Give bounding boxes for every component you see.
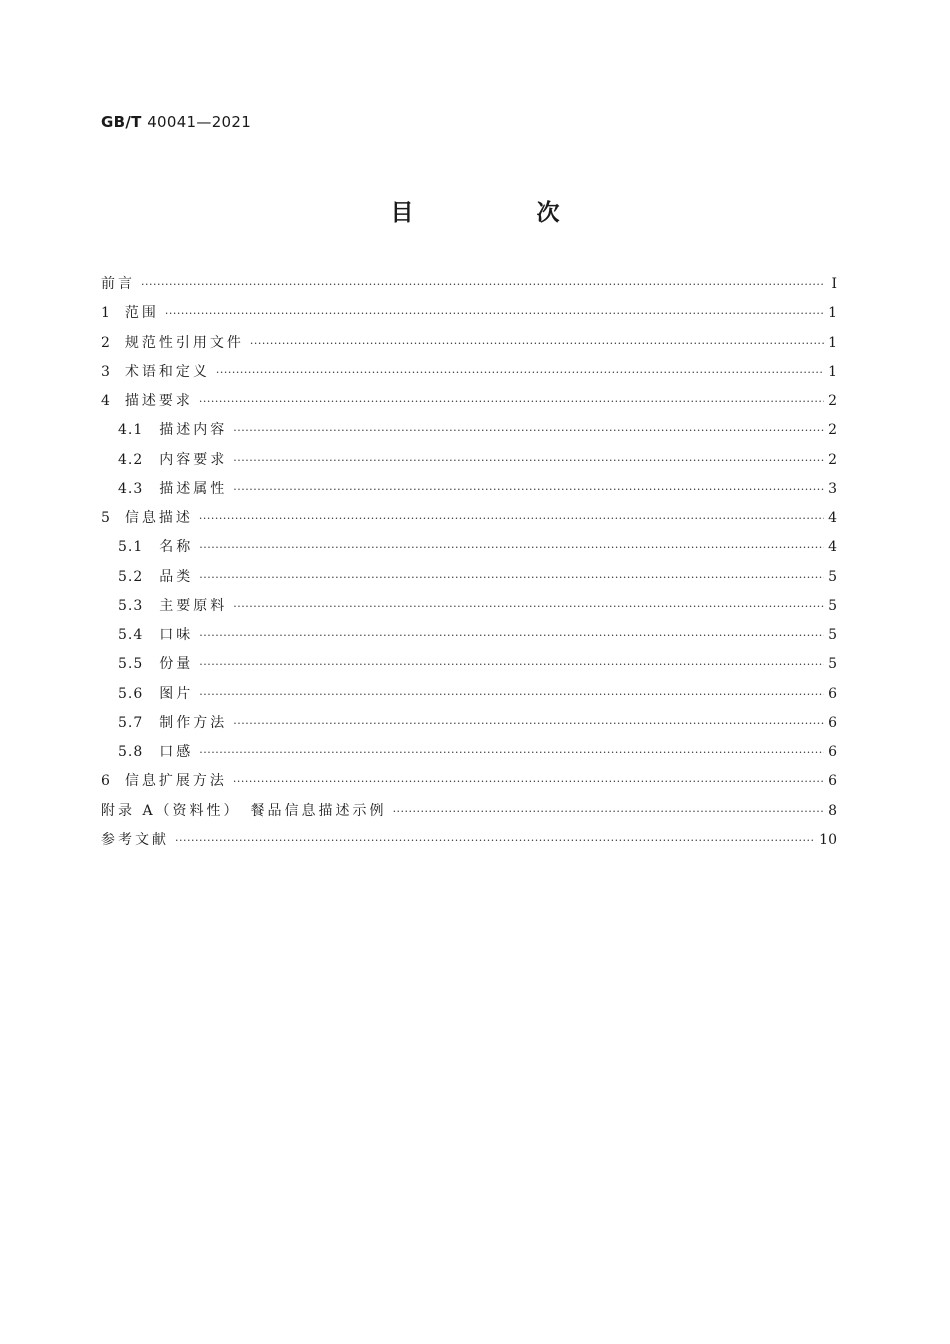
- toc-entry-label: 口感: [159, 744, 194, 760]
- dot-leader: [393, 797, 825, 826]
- dot-leader: [199, 387, 824, 416]
- toc-entry-page: 8: [828, 802, 837, 819]
- toc-entry-label: 术语和定义: [124, 363, 210, 380]
- dot-leader: [199, 738, 824, 767]
- toc-entry-number: 5.8: [118, 744, 144, 760]
- toc-entry-page: 4: [828, 539, 837, 556]
- toc-entry-page: 5: [828, 597, 837, 614]
- toc-entry-page: 2: [828, 422, 837, 439]
- toc-entry-page: 6: [828, 744, 837, 760]
- dot-leader: [141, 270, 825, 299]
- toc-entry-page: 2: [828, 451, 837, 468]
- toc-entry[interactable]: [101, 738, 837, 767]
- toc-entry-number: 4.1: [118, 422, 144, 439]
- toc-entry-page: 5: [828, 568, 837, 585]
- toc-entry-page: Ⅰ: [831, 276, 837, 292]
- page-title: 目 次: [390, 200, 610, 226]
- dot-leader: [199, 680, 824, 709]
- toc-entry-number: 6: [101, 773, 111, 790]
- toc-entry-label: 口味: [159, 627, 194, 643]
- toc-entry-label: 份量: [159, 656, 194, 673]
- toc-entry-page: 6: [828, 685, 837, 702]
- toc-entry-number: 5.1: [118, 539, 144, 556]
- toc-entry[interactable]: [101, 621, 837, 650]
- dot-leader: [199, 533, 824, 562]
- toc-entry-page: 3: [828, 480, 837, 497]
- toc-entry-number: 2: [101, 334, 111, 351]
- toc-entry-number: 5.3: [118, 597, 144, 614]
- toc-entry-label: 信息扩展方法: [124, 773, 227, 790]
- toc-entry-label: 描述要求: [124, 393, 193, 409]
- toc-entry[interactable]: [101, 416, 837, 445]
- toc-entry[interactable]: [101, 504, 837, 533]
- toc-entry-number: 5.7: [118, 714, 144, 731]
- toc-entry[interactable]: [101, 709, 837, 738]
- table-of-contents: [101, 270, 837, 855]
- toc-entry-label: 参考文献: [101, 831, 169, 848]
- toc-entry[interactable]: [101, 826, 837, 855]
- toc-entry-number: 5.4: [118, 627, 144, 643]
- toc-entry[interactable]: [101, 767, 837, 796]
- toc-entry-page: 1: [828, 305, 837, 322]
- toc-entry-page: 6: [828, 714, 837, 731]
- toc-entry[interactable]: [101, 329, 837, 358]
- toc-entry-label: 名称: [159, 539, 194, 556]
- dot-leader: [250, 329, 824, 358]
- toc-entry-label: 规范性引用文件: [124, 334, 244, 351]
- toc-entry-number: 5.5: [118, 656, 144, 673]
- toc-entry[interactable]: [101, 446, 837, 475]
- toc-entry-label: 描述属性: [159, 480, 228, 497]
- toc-entry-label: 制作方法: [159, 714, 228, 731]
- toc-entry[interactable]: [101, 270, 837, 299]
- toc-entry-label: 主要原料: [159, 597, 228, 614]
- dot-leader: [199, 621, 824, 650]
- toc-entry[interactable]: [101, 797, 837, 826]
- toc-entry[interactable]: [101, 475, 837, 504]
- standard-number: [101, 113, 251, 131]
- toc-entry-number: 4.3: [118, 480, 144, 497]
- toc-entry-number: 1: [101, 305, 111, 322]
- toc-entry[interactable]: [101, 592, 837, 621]
- toc-entry-number: 5.6: [118, 685, 144, 702]
- toc-entry[interactable]: [101, 387, 837, 416]
- standard-prefix: GB/T: [101, 113, 142, 131]
- toc-entry-number: 5.2: [118, 568, 144, 585]
- dot-leader: [233, 475, 824, 504]
- dot-leader: [233, 709, 824, 738]
- dot-leader: [233, 592, 824, 621]
- toc-entry-page: 2: [828, 393, 837, 409]
- toc-entry-number: 4: [101, 393, 111, 409]
- toc-entry-page: 10: [819, 831, 837, 848]
- toc-entry-label: 范围: [124, 305, 159, 322]
- dot-leader: [199, 504, 824, 533]
- toc-entry-page: 4: [828, 510, 837, 526]
- toc-entry[interactable]: [101, 299, 837, 328]
- toc-entry-label: 前言: [101, 276, 135, 292]
- dot-leader: [199, 563, 824, 592]
- dot-leader: [233, 767, 824, 796]
- toc-entry[interactable]: [101, 680, 837, 709]
- dot-leader: [233, 416, 824, 445]
- toc-entry-number: 4.2: [118, 451, 144, 468]
- toc-entry-label: 内容要求: [159, 451, 228, 468]
- dot-leader: [199, 650, 824, 679]
- standard-code: 40041—2021: [147, 113, 252, 131]
- dot-leader: [165, 299, 824, 328]
- toc-entry-page: 5: [828, 656, 837, 673]
- dot-leader: [233, 446, 824, 475]
- toc-entry[interactable]: [101, 533, 837, 562]
- toc-entry[interactable]: [101, 650, 837, 679]
- toc-entry-label: 附录 A（资料性） 餐品信息描述示例: [101, 802, 387, 819]
- toc-entry-label: 图片: [159, 685, 194, 702]
- toc-entry-page: 1: [828, 363, 837, 380]
- toc-entry[interactable]: [101, 358, 837, 387]
- dot-leader: [216, 358, 824, 387]
- toc-entry-label: 描述内容: [159, 422, 228, 439]
- toc-entry-label: 信息描述: [124, 510, 193, 526]
- toc-entry-number: 5: [101, 510, 111, 526]
- toc-entry-label: 品类: [159, 568, 194, 585]
- toc-entry-page: 1: [828, 334, 837, 351]
- dot-leader: [175, 826, 815, 855]
- toc-entry-page: 5: [828, 627, 837, 643]
- toc-entry-number: 3: [101, 363, 111, 380]
- toc-entry-page: 6: [828, 773, 837, 790]
- toc-entry[interactable]: [101, 563, 837, 592]
